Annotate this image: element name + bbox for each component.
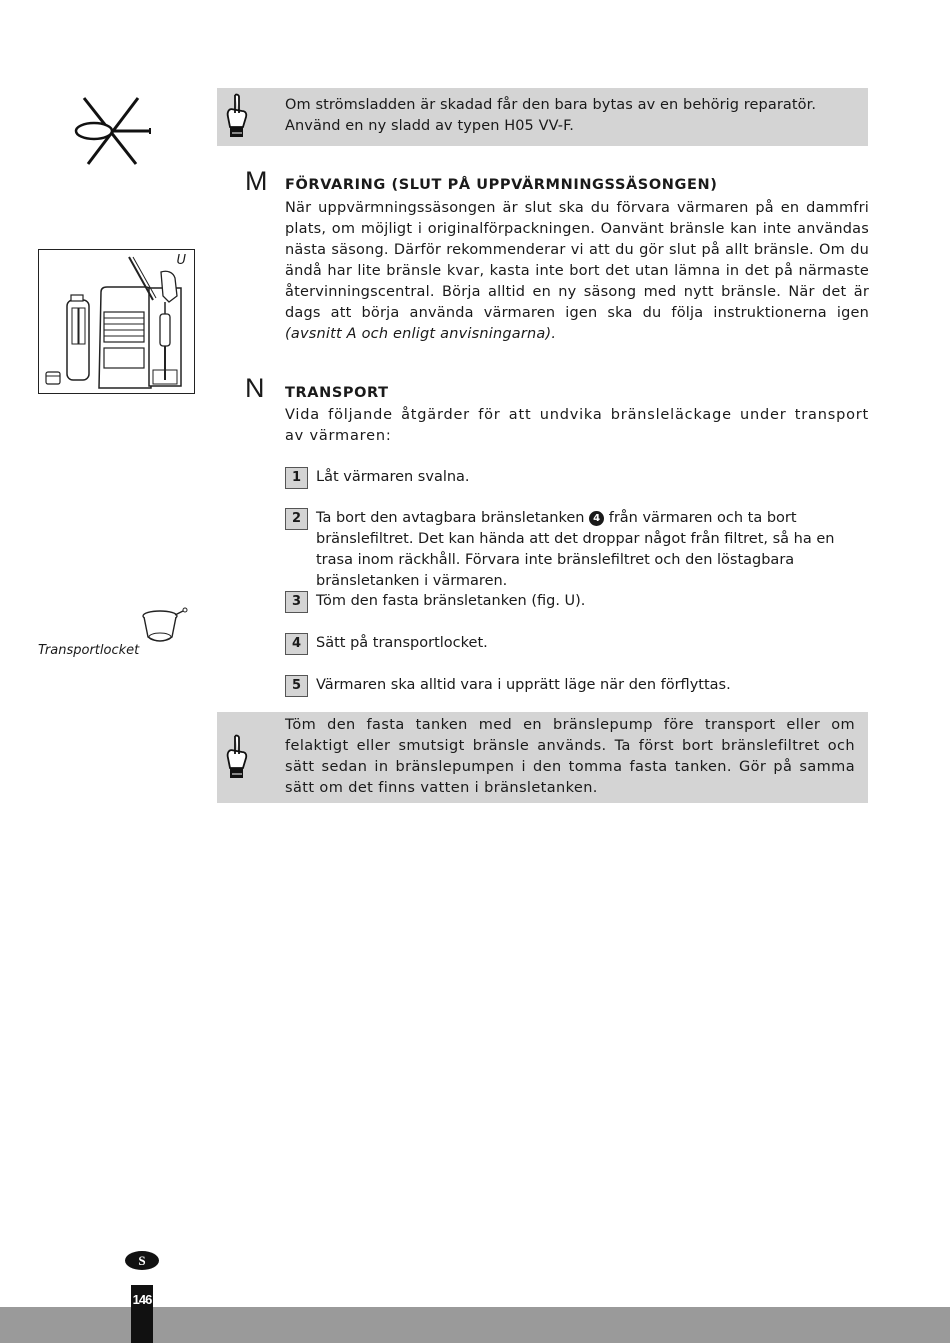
transport-intro: Vida följande åtgärder för att undvika bränsleläckage under transport av värmaren: (285, 407, 869, 444)
warning-note-top (217, 88, 868, 146)
step-2-text-after: från värmaren och ta bort bränslefiltret. Det kan hända att det droppar något från filtret, så ha en trasa inom räckhåll. Förvara inte bränslefiltret och den löstagbara bränsletanken i värmaren. (316, 510, 835, 589)
step-number-1: 1 (285, 467, 308, 489)
section-title-transport: TRANSPORT (285, 385, 389, 401)
page-number: 146 (132, 1292, 152, 1307)
figure-u-label: U (176, 253, 186, 268)
step-text-2 (316, 508, 869, 592)
pointing-hand-icon (223, 93, 251, 141)
transport-cap-caption: Transportlocket (38, 643, 140, 658)
note-top-text: Om strömsladden är skadad får den bara bytas av en behörig reparatör. Använd en ny sladd av typen H05 VV-F. (285, 97, 817, 134)
figure-u (38, 249, 195, 394)
step-number-4: 4 (285, 633, 308, 655)
note-bottom-text: Töm den fasta tanken med en bränslepump före transport eller om felaktigt eller smutsigt bränsle används. Ta först bort bränslefiltret och sätt sedan in bränslepumpen i den tomma fasta tanken. Gör på samma sätt om det finns vatten i bränsletanken. (285, 717, 855, 796)
step-number-3: 3 (285, 591, 308, 613)
storage-paragraph (285, 198, 869, 345)
step-text-4: Sätt på transportlocket. (316, 635, 488, 651)
storage-body: När uppvärmningssäsongen är slut ska du förvara värmaren på en dammfri plats, om möjligt i originalförpackningen. Oanvänt bränsle kan inte användas nästa säsong. Därför rekommenderar vi att du gör slut på allt bränsle. Om du ändå har lite bränsle kvar, kasta inte bort det utan lämna in det på närmaste återvinningscentral. Börja alltid en ny säsong med nytt bränsle. När det är dags att börja använda värmaren igen ska du följa instruktionerna igen (285, 200, 869, 321)
language-badge: S (125, 1251, 159, 1270)
no-screwdriver-icon (72, 96, 156, 166)
heater-pump-illustration (41, 252, 191, 392)
pointing-hand-icon (223, 734, 251, 782)
section-title-storage: FÖRVARING (SLUT PÅ UPPVÄRMNINGSSÄSONGEN) (285, 177, 718, 193)
step-number-2: 2 (285, 508, 308, 530)
section-letter-m: M (245, 166, 268, 196)
tank-number-badge: 4 (589, 511, 604, 526)
storage-body-italic: (avsnitt A och enligt anvisningarna). (285, 326, 557, 342)
step-text-3: Töm den fasta bränsletanken (fig. U). (316, 593, 586, 609)
step-2-text-before: Ta bort den avtagbara bränsletanken (316, 510, 585, 526)
section-letter-n: N (245, 373, 265, 403)
step-number-5: 5 (285, 675, 308, 697)
step-text-5: Värmaren ska alltid vara i upprätt läge när den förflyttas. (316, 677, 731, 693)
warning-note-bottom (217, 712, 868, 803)
step-text-1: Låt värmaren svalna. (316, 469, 470, 485)
transport-cap-icon (140, 607, 190, 647)
